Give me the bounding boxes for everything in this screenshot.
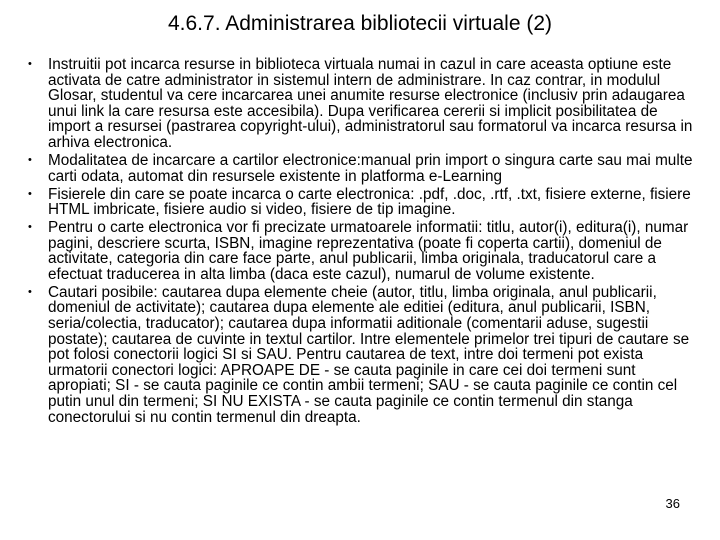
bullet-text: Pentru o carte electronica vor fi precizate urmatoarele informatii: titlu, autor(i), editura(i), numar pagini, descriere scurta, ISBN, imagine reprezentativa (poate fi coperta cartii), domeniul de activitate, categoria din care face parte, anul publicarii, limba originala, traducatorul care a efectuat traducerea in alta limba (daca este cazul), numarul de volume existente.	[48, 219, 689, 283]
bullet-text: Instruitii pot incarca resurse in biblioteca virtuala numai in cazul in care aceasta optiune este activata de catre administrator in sistemul intern de administrare. In caz contrar, in modulul Glosar, studentul va cere incarcarea unei anumite resurse electronice (inclusiv prin adaugarea unui link la care resursa este accesibila). Dupa verificarea cererii si implicit posibilitatea de import a resursei (pastrarea copyright-ului), administratorul sau formatorul va incarca resursa in arhiva electronica.	[48, 56, 693, 151]
page-number: 36	[665, 496, 680, 511]
bullet-icon: •	[28, 153, 32, 166]
bullet-item	[28, 153, 698, 184]
bullet-item	[28, 187, 698, 218]
bullet-icon: •	[28, 187, 32, 200]
bullet-item	[28, 285, 698, 425]
slide-title: 4.6.7. Administrarea bibliotecii virtuale (2)	[167, 12, 552, 35]
bullet-text: Modalitatea de incarcare a cartilor electronice:manual prin import o singura carte sau mai multe carti odata, automat din resursele existente in platforma e-Learning	[48, 151, 693, 185]
bullet-item	[28, 57, 698, 151]
bullet-item	[28, 220, 698, 282]
bullet-text: Fisierele din care se poate incarca o carte electronica: .pdf, .doc, .rtf, .txt, fisiere externe, fisiere HTML imbricate, fisiere audio si video, fisiere de tip imagine.	[48, 185, 691, 219]
bullet-icon: •	[28, 285, 32, 298]
bullet-icon: •	[28, 58, 32, 70]
bullet-list	[28, 57, 698, 428]
bullet-icon: •	[28, 221, 32, 234]
bullet-text: Cautari posibile: cautarea dupa elemente cheie (autor, titlu, limba originala, anul publicarii, domeniul de activitate); cautarea dupa elemente ale editiei (editura, anul publicarii, ISBN, seria/colectia, traducator); cautarea dupa informatii aditionale (comentarii aduse, sugestii postate); cautarea de cuvinte in textul cartilor. Intre elementele primelor trei tipuri de cautare se pot folosi conectorii logici SI si SAU. Pentru cautarea de text, intre doi termeni pot exista urmatorii conectori logici: APROAPE DE - se cauta paginile in care cei doi termeni sunt apropiati; SI - se cauta paginile ce contin ambii termeni; SAU - se cauta paginile ce contin cel putin unul din termeni; SI NU EXISTA - se cauta paginile ce contin termenul din stanga conectorului si nu contin termenul din dreapta.	[48, 283, 690, 426]
